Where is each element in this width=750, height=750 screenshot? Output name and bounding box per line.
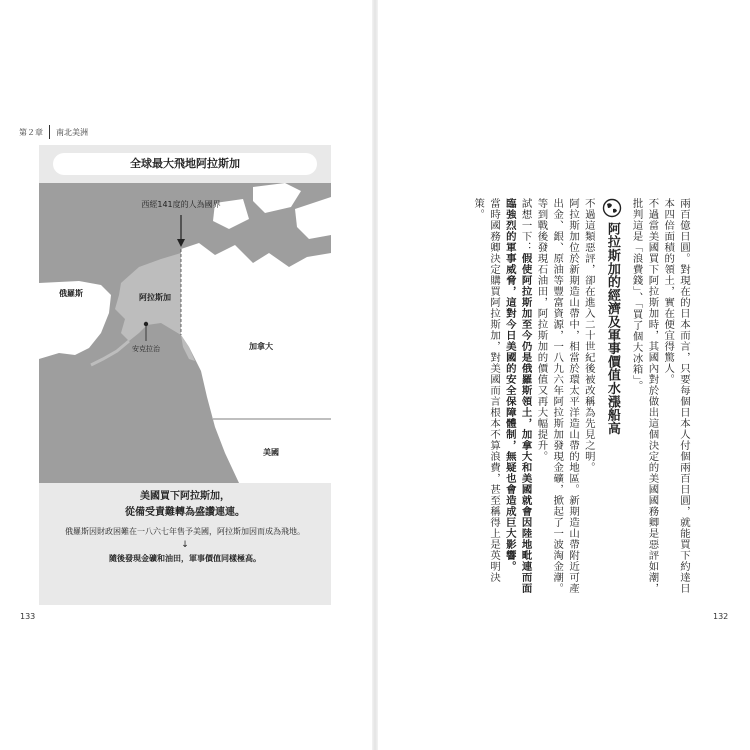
anchorage-dot (144, 322, 148, 326)
figure-panel (39, 145, 331, 605)
paragraph-prefix: 試想一下： (519, 198, 532, 253)
book-gutter (372, 0, 378, 750)
caption-main-line2: 從備受責難轉為盛讚連連。 (125, 507, 245, 518)
chapter-header (19, 125, 88, 139)
canada-label: 加拿大 (249, 342, 273, 351)
chapter-label: 第２章 (19, 127, 43, 137)
figure-caption-main (39, 489, 331, 521)
paragraph: 阿拉斯加位於新期造山帶中，相當於環太平洋造山帶的地區。新期造山帶附近可產出金、銀、原油等豐富資源，一八九六年阿拉斯加發現金礦，掀起了一波淘金潮。等到戰後發現石油田，阿拉斯加的價值又再大幅提升。 (535, 198, 580, 594)
anchorage-label: 安克拉治 (132, 345, 160, 353)
alaska-map (39, 183, 331, 483)
section-heading (602, 198, 622, 598)
paragraph-bold: 假使阿拉斯加至今仍是俄羅斯領土，加拿大和美國就會因陸地毗連而面臨強烈的軍事威脅，這對今日美國的安全保障體制，無疑也會造成巨大影響。 (503, 198, 532, 594)
down-arrow-icon: ↓ (181, 540, 189, 550)
alaska-label: 阿拉斯加 (139, 293, 171, 302)
section-label: 南北美洲 (56, 127, 88, 137)
section-heading-text: 阿拉斯加的經濟及軍事價值水漲船高 (604, 222, 620, 435)
paragraph: 兩百億日圓。對現在的日本而言，只要每個日本人付個兩百日圓，就能買下約達日本四倍面積的領土，實在便宜得驚人。 (662, 198, 690, 594)
russia-label: 俄羅斯 (59, 289, 83, 298)
header-divider (49, 125, 50, 139)
figure-title: 全球最大飛地阿拉斯加 (53, 153, 317, 175)
vertical-body-text (425, 198, 691, 598)
paragraph: 不過這類惡評，卻在進入二十世紀後被改稱為先見之明。 (582, 198, 595, 473)
paragraph (501, 198, 533, 598)
page-number-right: 132 (713, 612, 729, 621)
border-note-label: 西經141度的人為國界 (141, 200, 221, 209)
caption-main-line1: 美國買下阿拉斯加， (140, 491, 230, 502)
page-number-left: 133 (20, 612, 36, 621)
paragraph: 當時國務卿決定購買阿拉斯加，對美國而言根本不算浪費，甚至稱得上是英明決策。 (472, 198, 501, 583)
paragraph: 不過當美國買下阿拉斯加時，其國內對於做出這個決定的美國國務卿是惡評如潮，批判這是「浪費錢」、「買了個大冰箱」。 (630, 198, 659, 594)
globe-icon (602, 198, 622, 218)
figure-caption-result: 隨後發現金礦和油田，軍事價值同樣極高。 (109, 554, 261, 563)
figure-caption-history: 俄羅斯因財政困難在一八六七年售予美國，阿拉斯加因而成為飛地。 (65, 527, 305, 536)
usa-label: 美國 (263, 448, 279, 457)
